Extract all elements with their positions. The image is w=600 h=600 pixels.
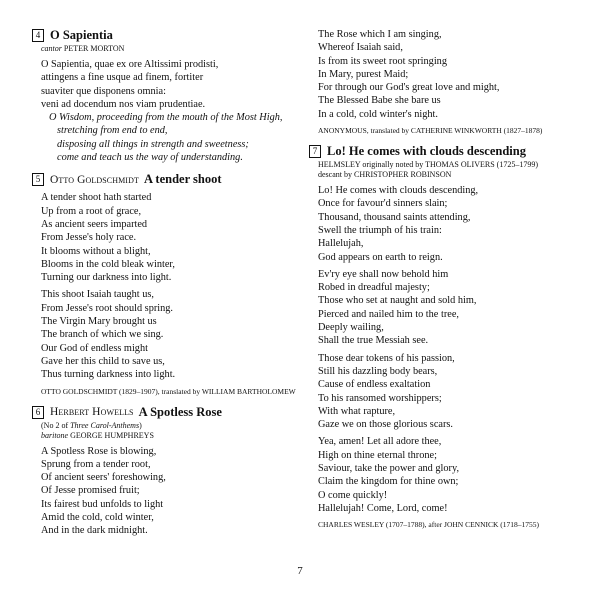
- section-6-note: (No 2 of Three Carol-Anthems): [41, 420, 142, 430]
- section-6-title: A Spotless Rose: [138, 404, 222, 419]
- track-number-6: 6: [32, 406, 44, 419]
- section-5-composer: Otto Goldschmidt: [50, 173, 139, 186]
- section-7-verse-1: Lo! He comes with clouds descending, Once for favour'd sinners slain; Thousand, thousand saints attending, Swell the triumph of his train: Hallelujah, God appears on earth to reign.: [318, 185, 479, 263]
- section-5-credit: OTTO GOLDSCHMIDT (1829–1907), translated by WILLIAM BARTHOLOMEW: [41, 386, 296, 396]
- track-number-7: 7: [309, 145, 321, 158]
- section-7-descant-credit: descant by CHRISTOPHER ROBINSON: [318, 170, 452, 180]
- section-4-heading: [32, 28, 294, 43]
- right-column: [309, 28, 579, 530]
- section-5-title: A tender shoot: [143, 172, 222, 187]
- section-6-verse-2: The Rose which I am singing, Whereof Isaiah said, Is from its sweet root springing In Mary, purest Maid; For through our God's great love and might, The Blessed Babe she bare us In a cold, cold winter's night.: [318, 29, 500, 120]
- section-7-verse-2: Ev'ry eye shall now behold him Robed in dreadful majesty; Those who set at naught and sold him, Pierced and nailed him to the tree, Deeply wailing, Shall the true Messiah see.: [318, 268, 477, 347]
- track-number-4: 4: [32, 29, 44, 42]
- section-6-composer: Herbert Howells: [50, 406, 134, 419]
- section-5-heading: [32, 172, 294, 187]
- section-7-tune-credit: HELMSLEY originally noted by THOMAS OLIVERS (1725–1799): [318, 160, 538, 170]
- section-7-title: Lo! He comes with clouds descending: [327, 144, 526, 159]
- section-6: [32, 405, 294, 538]
- track-number-5: 5: [32, 173, 44, 186]
- section-4: [32, 28, 294, 164]
- section-7-credit: CHARLES WESLEY (1707–1788), after JOHN CENNICK (1718–1755): [318, 520, 540, 530]
- section-7-verse-4: Yea, amen! Let all adore thee, High on thine eternal throne; Saviour, take the power and glory, Claim the kingdom for thine own; O come quickly! Hallelujah! Come, Lord, come!: [318, 436, 460, 514]
- section-7-heading: [309, 144, 579, 159]
- section-6-credit: ANONYMOUS, translated by CATHERINE WINKWORTH (1827–1878): [318, 126, 543, 136]
- section-4-latin-text: O Sapientia, quae ex ore Altissimi prodisti, attingens a fine usque ad finem, fortiter suaviter que disponens omnia: veni ad docendum nos viam prudentiae.: [41, 59, 219, 110]
- section-6-heading: [32, 405, 294, 420]
- section-5-verse-2: This shoot Isaiah taught us, From Jesse's root should spring. The Virgin Mary brought us The branch of which we sing. Our God of endless might Gave her this child to save us, Thus turning darkness into light.: [41, 289, 176, 381]
- section-7-verse-3: Those dear tokens of his passion, Still his dazzling body bears, Cause of endless exaltation To his ransomed worshippers; With what rapture, Gaze we on those glorious scars.: [318, 352, 455, 431]
- section-6-performer: baritone GEORGE HUMPHREYS: [41, 430, 154, 440]
- section-5: [32, 172, 294, 396]
- section-4-translation-rest: stretching from end to end, disposing all things in strength and sweetness; come and teach us the way of understanding.: [57, 125, 249, 164]
- section-6-verse-1: A Spotless Rose is blowing, Sprung from a tender root, Of ancient seers' foreshowing, Of Jesse promised fruit; Its fairest bud unfolds to light Amid the cold, cold winter, And in the dark midnight.: [41, 445, 166, 537]
- section-7: [309, 144, 579, 530]
- page-number: 7: [297, 565, 303, 577]
- left-column: [32, 28, 294, 538]
- section-4-performer: cantor PETER MORTON: [41, 44, 125, 53]
- section-5-verse-1: A tender shoot hath started Up from a root of grace, As ancient seers imparted From Jesse's holy race. It blooms without a blight, Blooms in the cold bleak winter, Turning our darkness into light.: [41, 192, 175, 284]
- section-4-title: O Sapientia: [50, 28, 113, 42]
- section-4-translation-first: O Wisdom, proceeding from the mouth of the Most High,: [49, 112, 283, 124]
